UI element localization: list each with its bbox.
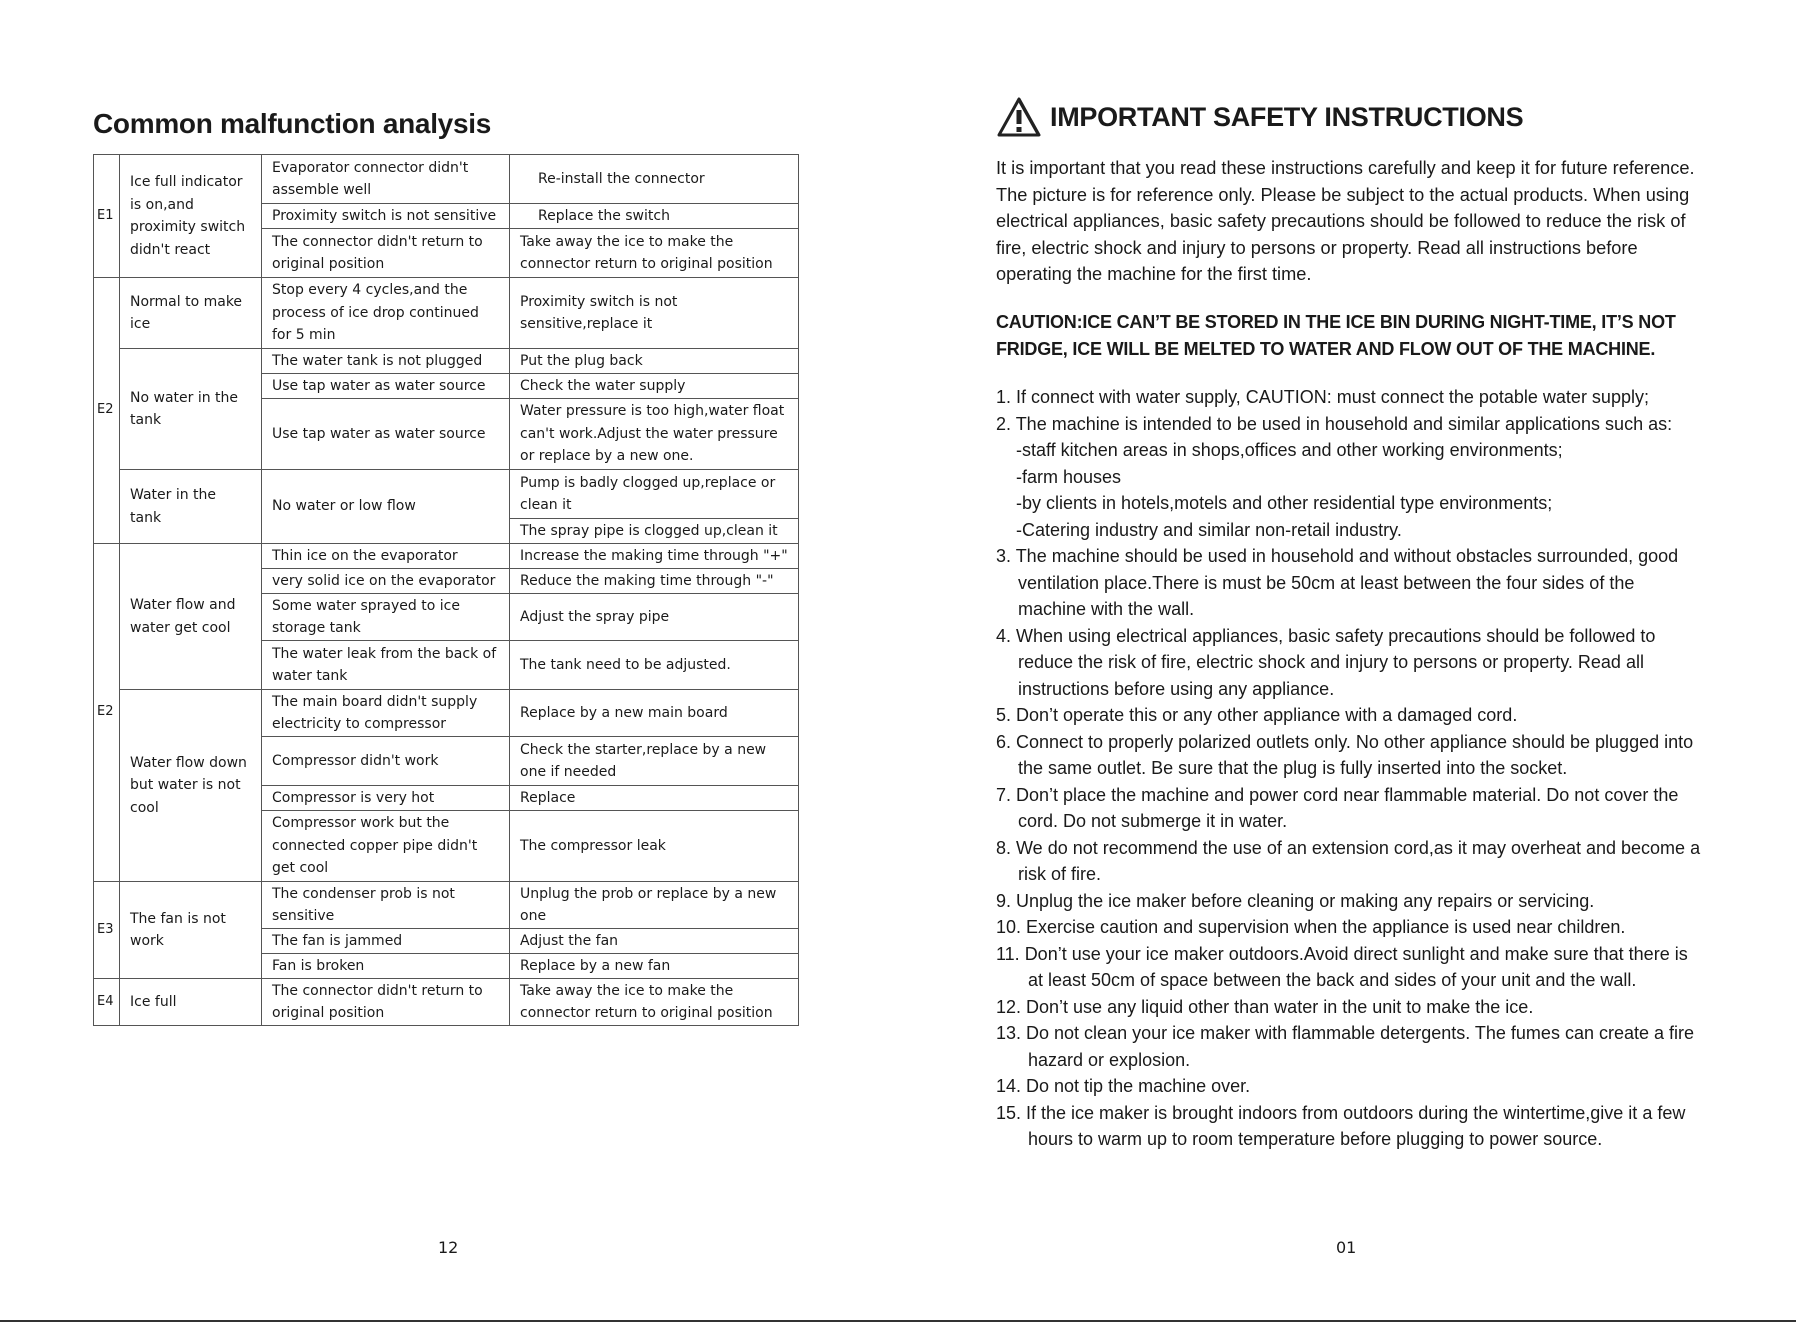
instruction-item: 8. We do not recommend the use of an extension cord,as it may overheat and become a risk of fire. (996, 837, 1701, 884)
cause-cell: Compressor is very hot (262, 786, 510, 811)
symptom-cell: The fan is not work (120, 882, 262, 979)
warning-triangle-icon (996, 96, 1042, 138)
cause-cell: The condenser prob is not sensitive (262, 882, 510, 929)
instruction-subitem: -farm houses (1016, 466, 1122, 487)
error-code-cell: E3 (94, 882, 120, 979)
solution-cell: Water pressure is too high,water float can't work.Adjust the water pressure or replace by a new one. (510, 399, 799, 470)
cause-cell: Compressor work but the connected copper pipe didn't get cool (262, 811, 510, 882)
solution-cell: Reduce the making time through "-" (510, 569, 799, 594)
solution-cell: Unplug the prob or replace by a new one (510, 882, 799, 929)
page-number: 01 (1336, 1238, 1357, 1257)
solution-cell: Proximity switch is not sensitive,replace it (510, 278, 799, 349)
symptom-cell: Ice full (120, 979, 262, 1026)
solution-cell: Re-install the connector (510, 155, 799, 204)
table-row (94, 544, 799, 569)
instruction-subitem: -by clients in hotels,motels and other residential type environments; (1016, 493, 1553, 513)
symptom-cell: No water in the tank (120, 349, 262, 470)
safety-title: IMPORTANT SAFETY INSTRUCTIONS (1050, 101, 1524, 132)
cause-cell: Use tap water as water source (262, 399, 510, 470)
safety-header (996, 96, 1523, 138)
instruction-item: 5. Don’t operate this or any other appliance with a damaged cord. (996, 705, 1518, 725)
solution-cell: The spray pipe is clogged up,clean it (510, 519, 799, 544)
caution-paragraph: CAUTION:ICE CAN’T BE STORED IN THE ICE BIN DURING NIGHT-TIME, IT’S NOT FRIDGE, ICE WILL BE MELTED TO WATER AND FLOW OUT OF THE MACHINE. (996, 312, 1676, 359)
malfunction-table (93, 154, 799, 1026)
table-row (94, 278, 799, 349)
error-code-cell: E1 (94, 155, 120, 278)
solution-cell: Adjust the fan (510, 929, 799, 954)
solution-cell: Replace (510, 786, 799, 811)
instruction-item: 2. The machine is intended to be used in household and similar applications such as: (996, 413, 1673, 434)
instruction-item: 1. If connect with water supply, CAUTION: must connect the potable water supply; (996, 387, 1649, 407)
solution-cell: Check the starter,replace by a new one if needed (510, 737, 799, 786)
error-code-cell: E2 (94, 544, 120, 882)
cause-cell: The connector didn't return to original position (262, 979, 510, 1026)
table-row (94, 470, 799, 519)
page-title: Common malfunction analysis (93, 108, 491, 139)
solution-cell: The compressor leak (510, 811, 799, 882)
cause-cell: very solid ice on the evaporator (262, 569, 510, 594)
cause-cell: Stop every 4 cycles,and the process of ice drop continued for 5 min (262, 278, 510, 349)
solution-cell: Pump is badly clogged up,replace or clean it (510, 470, 799, 519)
instruction-item: 4. When using electrical appliances, basic safety precautions should be followed to reduce the risk of fire, electric shock and injury to persons or property. Read all instructions before using any appliance. (996, 625, 1656, 699)
symptom-cell: Water in the tank (120, 470, 262, 544)
instructions-list (996, 384, 1706, 1153)
instruction-subitem: -Catering industry and similar non-retail industry. (1016, 519, 1402, 540)
instruction-item: 10. Exercise caution and supervision when the appliance is used near children. (996, 917, 1626, 937)
table-row (94, 155, 799, 204)
error-code-cell: E2 (94, 278, 120, 544)
instruction-item: 12. Don’t use any liquid other than water in the unit to make the ice. (996, 996, 1534, 1017)
cause-cell: The main board didn't supply electricity to compressor (262, 690, 510, 737)
cause-cell: Thin ice on the evaporator (262, 544, 510, 569)
table-row (94, 349, 799, 374)
symptom-cell: Water flow down but water is not cool (120, 690, 262, 882)
instruction-item: 14. Do not tip the machine over. (996, 1076, 1251, 1096)
intro-paragraph: It is important that you read these instructions carefully and keep it for future reference. The picture is for reference only. Please be subject to the actual products. When using electrical appliances, basic safety precautions should be followed to reduce the risk of fire, electric shock and injury to persons or property. Read all instructions before operating the machine for the first time. (996, 158, 1695, 284)
instruction-item: 7. Don’t place the machine and power cord near flammable material. Do not cover the cord. Do not submerge it in water. (996, 784, 1679, 831)
cause-cell: Some water sprayed to ice storage tank (262, 594, 510, 641)
table-row (94, 690, 799, 737)
cause-cell: Use tap water as water source (262, 374, 510, 399)
instruction-item: 3. The machine should be used in household and without obstacles surrounded, good ventilation place.There is must be 50cm at least between the four sides of the machine with the wall. (996, 546, 1679, 619)
instruction-item: 11. Don’t use your ice maker outdoors.Avoid direct sunlight and make sure that there is at least 50cm of space between the back and sides of your unit and the wall. (996, 943, 1688, 990)
instruction-item: 15. If the ice maker is brought indoors from outdoors during the wintertime,give it a few hours to warm up to room temperature before plugging to power source. (996, 1102, 1686, 1149)
instruction-item: 13. Do not clean your ice maker with flammable detergents. The fumes can create a fire hazard or explosion. (996, 1023, 1695, 1070)
solution-cell: Adjust the spray pipe (510, 594, 799, 641)
symptom-cell: Normal to make ice (120, 278, 262, 349)
cause-cell: Evaporator connector didn't assemble well (262, 155, 510, 204)
symptom-cell: Water flow and water get cool (120, 544, 262, 690)
error-code-cell: E4 (94, 979, 120, 1026)
cause-cell: Proximity switch is not sensitive (262, 204, 510, 229)
solution-cell: Increase the making time through "+" (510, 544, 799, 569)
solution-cell: The tank need to be adjusted. (510, 641, 799, 690)
solution-cell: Replace by a new main board (510, 690, 799, 737)
instruction-item: 9. Unplug the ice maker before cleaning or making any repairs or servicing. (996, 890, 1595, 911)
solution-cell: Take away the ice to make the connector return to original position (510, 229, 799, 278)
cause-cell: The connector didn't return to original position (262, 229, 510, 278)
page-edge-divider (0, 1320, 1796, 1322)
table-row (94, 979, 799, 1026)
cause-cell: No water or low flow (262, 470, 510, 544)
solution-cell: Replace by a new fan (510, 954, 799, 979)
cause-cell: Compressor didn't work (262, 737, 510, 786)
solution-cell: Check the water supply (510, 374, 799, 399)
page-number: 12 (438, 1238, 459, 1257)
cause-cell: Fan is broken (262, 954, 510, 979)
cause-cell: The water leak from the back of water tank (262, 641, 510, 690)
symptom-cell: Ice full indicator is on,and proximity switch didn't react (120, 155, 262, 278)
solution-cell: Take away the ice to make the connector return to original position (510, 979, 799, 1026)
table-row (94, 882, 799, 929)
solution-cell: Put the plug back (510, 349, 799, 374)
solution-cell: Replace the switch (510, 204, 799, 229)
cause-cell: The fan is jammed (262, 929, 510, 954)
cause-cell: The water tank is not plugged (262, 349, 510, 374)
instruction-item: 6. Connect to properly polarized outlets only. No other appliance should be plugged into the same outlet. Be sure that the plug is fully inserted into the socket. (996, 731, 1694, 778)
instruction-subitem: -staff kitchen areas in shops,offices and other working environments; (1016, 440, 1563, 460)
